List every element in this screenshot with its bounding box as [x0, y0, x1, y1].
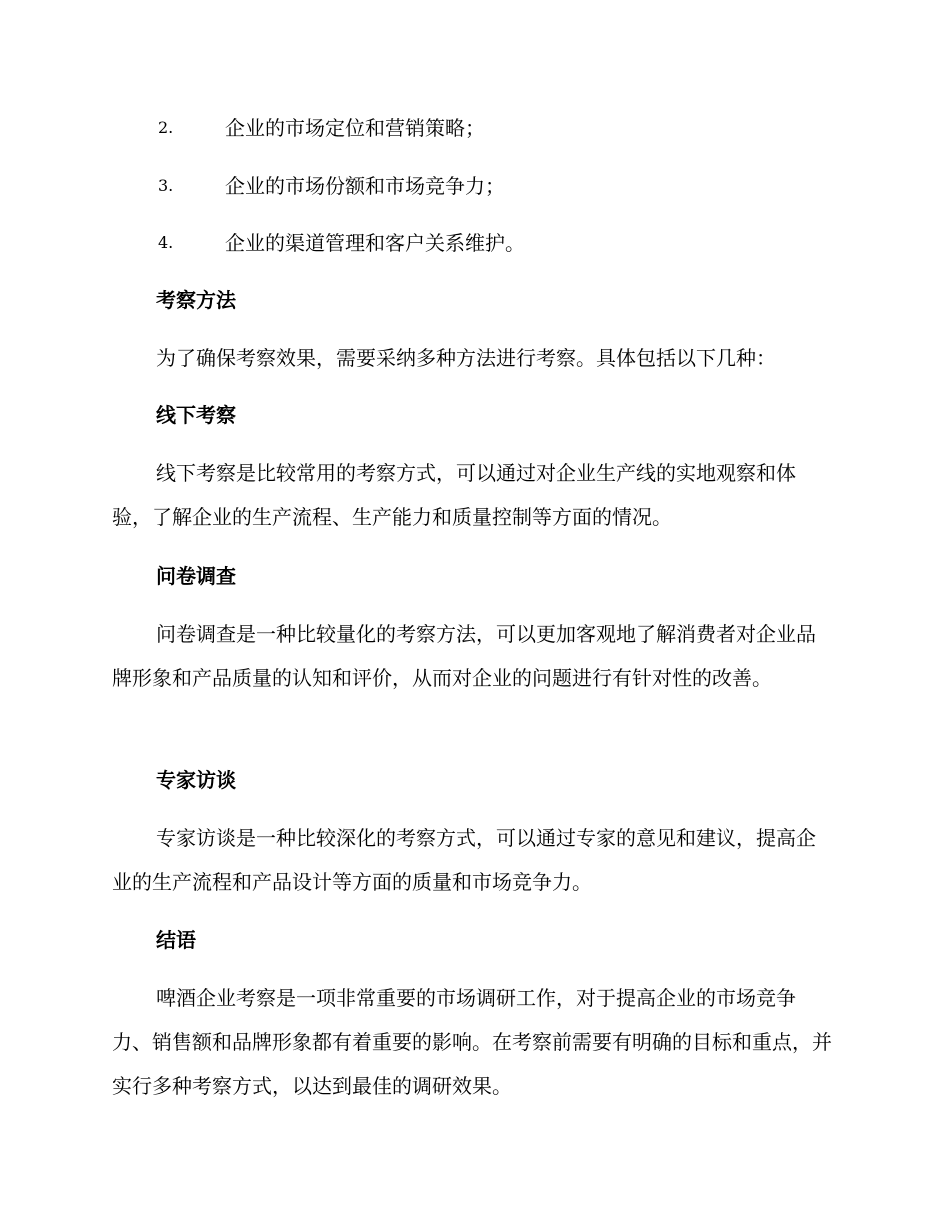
section-heading-expert: 专家访谈 — [156, 768, 236, 792]
list-number: 4. — [158, 233, 174, 252]
paragraph-expert: 专家访谈是一种比较深化的考察方式，可以通过专家的意见和建议，提高企业的生产流程和产品设计等方面的质量和市场竞争力。 — [112, 826, 816, 894]
section-heading-offline: 线下考察 — [156, 403, 236, 427]
list-text: 企业的渠道管理和客户关系维护。 — [225, 231, 525, 255]
list-item — [158, 113, 485, 143]
list-text: 企业的市场份额和市场竞争力； — [225, 174, 505, 198]
section-heading-survey: 问卷调查 — [156, 564, 236, 588]
paragraph-offline: 线下考察是比较常用的考察方式，可以通过对企业生产线的实地观察和体验，了解企业的生产流程、生产能力和质量控制等方面的情况。 — [112, 461, 796, 529]
list-item — [158, 228, 525, 258]
list-item — [158, 171, 505, 201]
list-text: 企业的市场定位和营销策略； — [225, 116, 485, 140]
section-heading-conclusion: 结语 — [156, 928, 196, 952]
list-number: 3. — [158, 176, 174, 195]
list-number: 2. — [158, 118, 174, 137]
paragraph-methods: 为了确保考察效果，需要采纳多种方法进行考察。具体包括以下几种： — [156, 346, 776, 370]
section-heading-methods: 考察方法 — [156, 288, 236, 312]
paragraph-survey: 问卷调查是一种比较量化的考察方法，可以更加客观地了解消费者对企业品牌形象和产品质量的认知和评价，从而对企业的问题进行有针对性的改善。 — [112, 622, 816, 690]
paragraph-conclusion: 啤酒企业考察是一项非常重要的市场调研工作，对于提高企业的市场竞争力、销售额和品牌形象都有着重要的影响。在考察前需要有明确的目标和重点，并实行多种考察方式，以达到最佳的调研效果。 — [112, 986, 832, 1098]
